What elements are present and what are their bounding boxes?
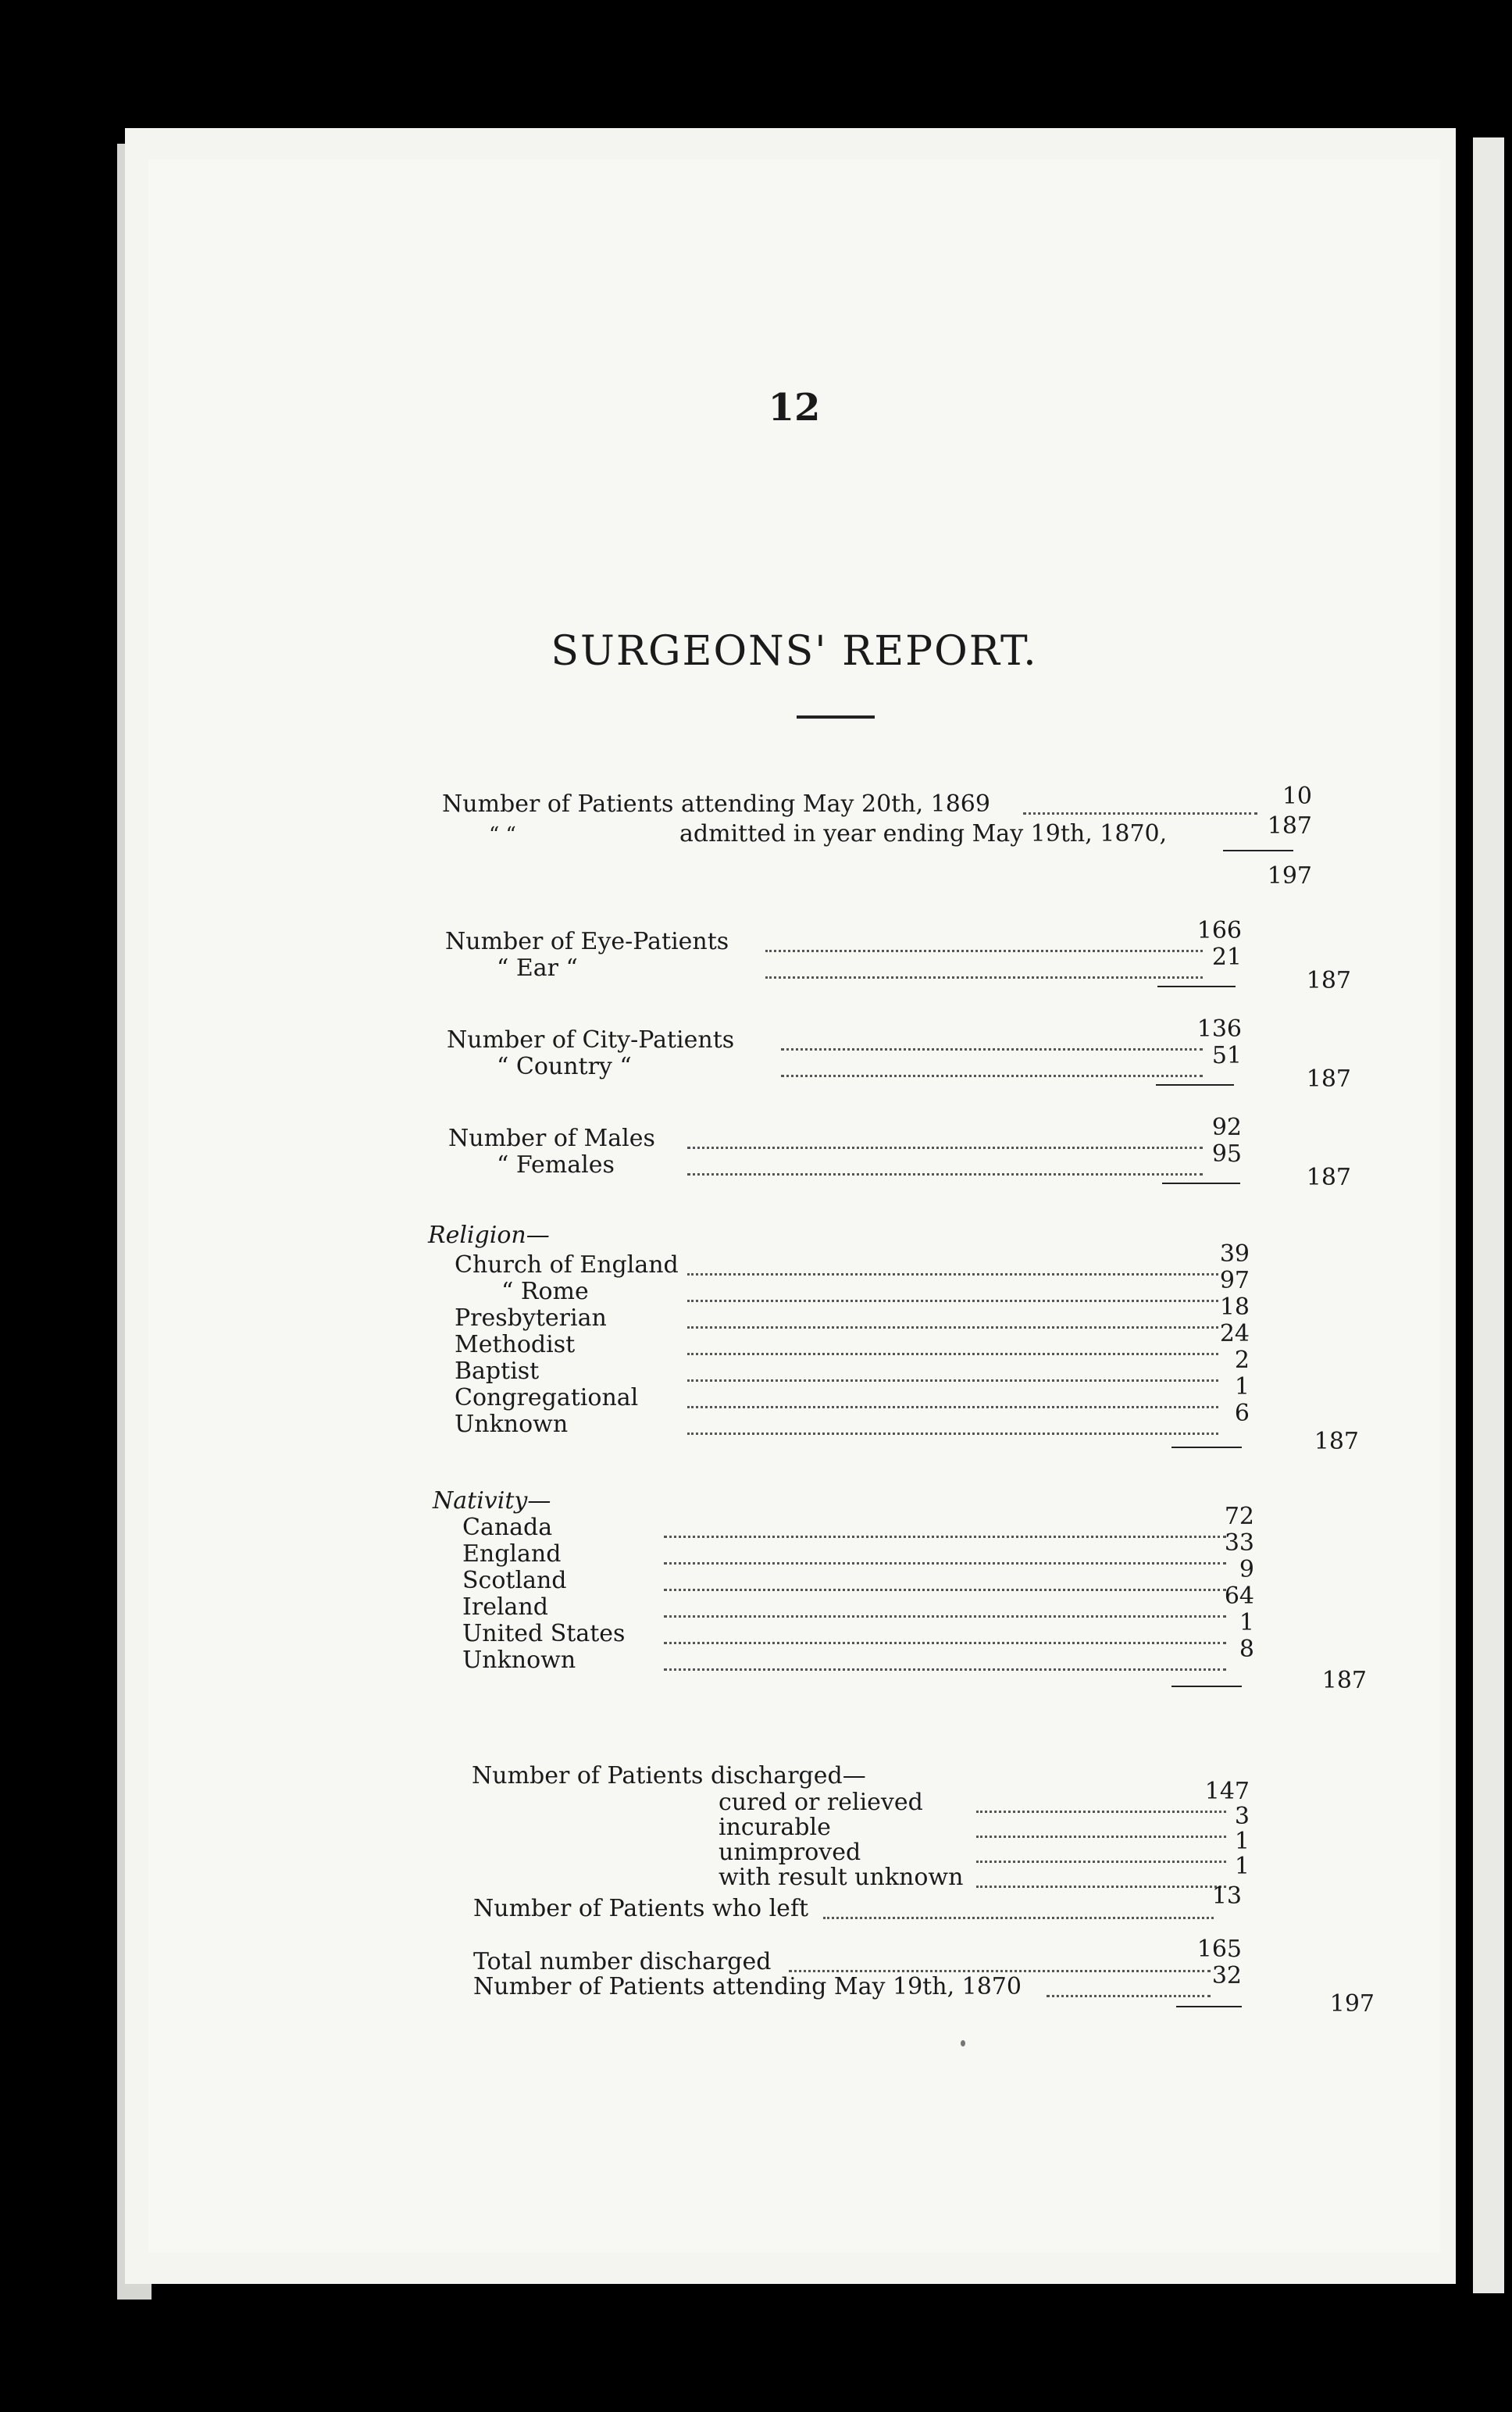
discharged-item-value: 3	[1234, 1803, 1250, 1830]
sex-total: 187	[1306, 1164, 1351, 1191]
attending-line-1: Number of Patients attending May 20th, 1869	[442, 790, 990, 818]
attending-total: 197	[1267, 862, 1312, 890]
discharged-heading: Number of Patients discharged—	[472, 1762, 866, 1789]
females-value: 95	[1211, 1140, 1242, 1168]
eye-patients-label: Number of Eye-Patients	[445, 928, 729, 955]
city-country-total: 187	[1306, 1065, 1351, 1093]
city-patients-value: 136	[1196, 1015, 1242, 1043]
eye-ear-total: 187	[1306, 967, 1351, 994]
religion-item-value: 18	[1219, 1293, 1250, 1321]
discharged-item-value: 147	[1204, 1778, 1250, 1805]
leader-dots	[1047, 1995, 1211, 1997]
patients-left-value: 13	[1211, 1882, 1242, 1910]
sum-rule	[1171, 1686, 1242, 1687]
ditto-marks: “ “	[489, 823, 516, 847]
sum-rule	[1171, 1447, 1242, 1448]
discharged-item-label: with result unknown	[719, 1864, 964, 1891]
religion-item-label: Unknown	[455, 1411, 569, 1438]
religion-item-value: 1	[1234, 1373, 1250, 1400]
religion-item-label: Congregational	[455, 1384, 639, 1411]
country-patients-value: 51	[1211, 1042, 1242, 1069]
attending-1870-value: 32	[1211, 1962, 1242, 1989]
nativity-item-value: 8	[1239, 1636, 1254, 1663]
nativity-total: 187	[1321, 1667, 1367, 1694]
discharged-item-value: 1	[1234, 1828, 1250, 1855]
total-discharged-label: Total number discharged	[473, 1948, 772, 1975]
nativity-item-value: 72	[1224, 1503, 1254, 1530]
attending-line-2: admitted in year ending May 19th, 1870,	[679, 820, 1168, 847]
males-value: 92	[1211, 1114, 1242, 1141]
page-body	[148, 159, 1440, 2253]
religion-item-value: 2	[1234, 1347, 1250, 1374]
nativity-item-value: 1	[1239, 1609, 1254, 1636]
ear-patients-label: “ Ear “	[497, 954, 578, 982]
leader-dots	[664, 1668, 1226, 1671]
report-title: SURGEONS' REPORT.	[551, 628, 1038, 675]
grand-total: 197	[1329, 1990, 1375, 2018]
nativity-heading: Nativity—	[433, 1487, 551, 1515]
sum-rule	[1223, 850, 1293, 851]
page-number: 12	[768, 386, 821, 430]
nativity-item-value: 33	[1224, 1529, 1254, 1557]
paper-speck	[961, 2040, 965, 2046]
leader-dots	[687, 1433, 1218, 1435]
males-label: Number of Males	[448, 1125, 655, 1152]
religion-item-label: Baptist	[455, 1358, 540, 1385]
sum-rule	[1156, 1084, 1234, 1086]
admitted-value: 187	[1267, 812, 1312, 840]
leader-dots	[823, 1917, 1214, 1919]
nativity-item-label: Ireland	[462, 1593, 548, 1621]
leader-dots	[687, 1173, 1203, 1176]
discharged-item-label: cured or relieved	[719, 1789, 923, 1816]
nativity-item-label: Scotland	[462, 1567, 567, 1594]
attending-1869-value: 10	[1282, 783, 1312, 810]
religion-item-value: 6	[1234, 1400, 1250, 1427]
nativity-item-value: 9	[1239, 1556, 1254, 1583]
religion-heading: Religion—	[428, 1222, 550, 1249]
document-page	[125, 128, 1456, 2284]
leader-dots	[765, 976, 1203, 979]
nativity-item-label: England	[462, 1540, 562, 1568]
religion-item-label: Methodist	[455, 1331, 576, 1358]
patients-left-label: Number of Patients who left	[473, 1895, 809, 1922]
nativity-item-value: 64	[1224, 1582, 1254, 1610]
ear-patients-value: 21	[1211, 944, 1242, 971]
religion-item-label: “ Rome	[501, 1278, 589, 1305]
religion-item-value: 24	[1219, 1320, 1250, 1347]
sum-rule	[1162, 1183, 1240, 1184]
religion-item-label: Presbyterian	[455, 1304, 607, 1332]
page-edge-right	[1473, 137, 1504, 2293]
country-patients-label: “ Country “	[497, 1053, 632, 1080]
nativity-item-label: United States	[462, 1620, 626, 1647]
religion-total: 187	[1314, 1428, 1359, 1455]
attending-1870-label: Number of Patients attending May 19th, 1870	[473, 1973, 1022, 2000]
total-discharged-value: 165	[1196, 1936, 1242, 1963]
leader-dots	[781, 1075, 1203, 1077]
females-label: “ Females	[497, 1151, 615, 1179]
city-patients-label: Number of City-Patients	[447, 1026, 735, 1054]
discharged-item-label: unimproved	[719, 1839, 861, 1866]
religion-item-value: 97	[1219, 1267, 1250, 1294]
discharged-item-label: incurable	[719, 1814, 831, 1841]
sum-rule	[1157, 986, 1236, 987]
religion-item-label: Church of England	[455, 1251, 679, 1279]
sum-rule	[1176, 2006, 1242, 2007]
eye-patients-value: 166	[1196, 917, 1242, 944]
discharged-item-value: 1	[1234, 1853, 1250, 1880]
nativity-item-label: Unknown	[462, 1647, 576, 1674]
title-divider	[797, 715, 875, 719]
religion-item-value: 39	[1219, 1240, 1250, 1268]
nativity-item-label: Canada	[462, 1514, 553, 1541]
